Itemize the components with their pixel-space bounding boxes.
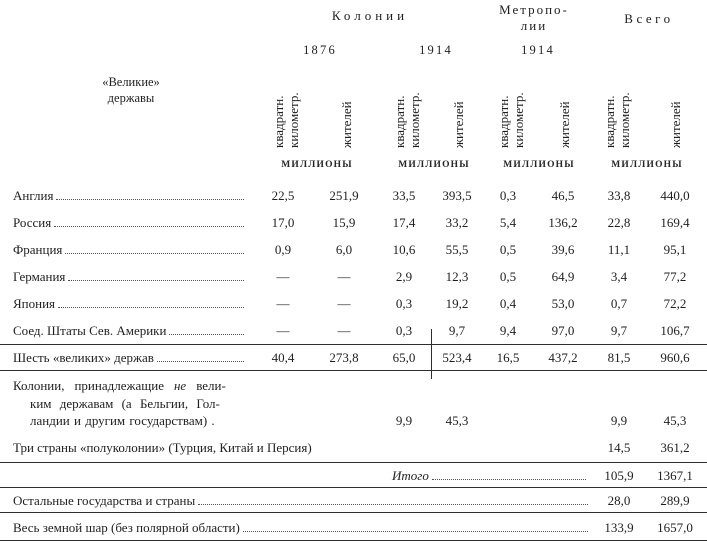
table-cell: 437,2 [548,350,578,365]
table-cell: 2,9 [395,269,413,284]
dot-leader [56,199,244,200]
row-label-line1 [13,377,253,395]
row-label-part: Колонии, [13,378,65,393]
table-cell: 14,5 [607,440,631,455]
table-cell: 39,6 [551,242,575,257]
table-cell: 0,5 [499,269,517,284]
table-cell: 33,2 [445,215,469,230]
table-cell: — [276,269,290,284]
col-group-metropolises [474,2,594,34]
dot-leader [157,361,244,362]
dot-leader [54,226,244,227]
table-cell: 33,5 [392,188,416,203]
dot-leader [58,307,244,308]
table-cell: 17,0 [271,215,295,230]
table-cell: 10,6 [392,242,416,257]
divider-line [0,487,707,488]
row-label: Соед. Штаты Сев. Америки [13,323,167,338]
unit-sqkm-line2: километр. [406,92,422,148]
table-row-rest [13,492,590,509]
table-cell: 0,3 [395,323,413,338]
row-head-line2: державы [107,91,155,105]
row-label: Остальные государства и страны [13,493,196,508]
divider-line [0,370,707,371]
dot-leader [65,253,244,254]
row-label: Англия [13,188,54,203]
row-label: Япония [13,296,56,311]
year-colonies-1914: 1914 [419,43,453,57]
dot-leader [432,479,586,480]
table-cell: 9,9 [610,413,628,428]
unit-header-inhabitants-colonies-1876: жителей [339,101,354,148]
table-cell: 440,0 [660,188,690,203]
col-group-metropolises-line1: Метропо- [499,2,569,17]
table-cell: 133,9 [604,520,634,535]
table-row-germany [13,268,246,285]
unit-sqkm-line2: километр. [285,92,301,148]
year-metropolises-1914: 1914 [521,43,555,57]
table-cell: 65,0 [392,350,416,365]
row-label-part: вели- [196,378,226,393]
table-cell: 273,8 [329,350,359,365]
table-cell: 960,6 [660,350,690,365]
row-label: Весь земной шар (без полярной области) [13,520,240,535]
table-cell: 97,0 [551,323,575,338]
table-row-france [13,241,246,258]
table-row-six-powers [13,349,246,366]
subtotal-label: Итого [392,468,429,483]
unit-header-inhabitants-colonies-1914: жителей [451,101,466,148]
table-cell: 0,5 [499,242,517,257]
table-cell: — [276,323,290,338]
unit-header-sqkm-total [603,92,632,148]
row-head-great-powers [41,74,221,106]
dot-leader [198,504,588,505]
unit-header-sqkm-colonies-1876 [272,92,301,148]
unit-sqkm-line1: квадратн. [271,95,286,148]
unit-header-inhabitants-metropolises: жителей [557,101,572,148]
row-label-emphasis: не [173,378,187,393]
row-label: Германия [13,269,66,284]
table-cell: 19,2 [445,296,469,311]
unit-sqkm-line1: квадратн. [496,95,511,148]
millions-label-total: МИЛЛИОНЫ [611,160,683,170]
row-label: Россия [13,215,52,230]
table-cell: 22,8 [607,215,631,230]
table-cell: 523,4 [442,350,472,365]
unit-header-sqkm-metropolises [497,92,526,148]
table-cell: 16,5 [496,350,520,365]
table-cell: 77,2 [663,269,687,284]
table-cell: 105,9 [604,468,634,483]
table-cell: 251,9 [329,188,359,203]
table-cell: 95,1 [663,242,687,257]
row-label: Шесть «великих» держав [13,350,154,365]
table-cell: 0,7 [610,296,628,311]
table-cell: 72,2 [663,296,687,311]
divider-line [0,344,707,345]
table-cell: 169,4 [660,215,690,230]
table-cell: 136,2 [548,215,578,230]
table-row-other-colonies [13,377,253,430]
unit-sqkm-line2: километр. [616,92,632,148]
table-cell: 393,5 [442,188,472,203]
table-cell: — [337,296,351,311]
col-group-colonies: Колонии [331,8,409,23]
table-cell: 5,4 [499,215,517,230]
table-cell: — [276,296,290,311]
table-cell: 1367,1 [657,468,693,483]
table-cell: 64,9 [551,269,575,284]
table-row-semi-colonies-label: Три страны «полуколонии» (Турция, Китай и Персия) [13,440,312,455]
table-cell: 53,0 [551,296,575,311]
table-cell: 106,7 [660,323,690,338]
row-head-line1: «Великие» [102,75,160,89]
dot-leader [169,334,244,335]
table-cell: 289,9 [660,493,690,508]
table-row-russia [13,214,246,231]
table-cell: 9,4 [499,323,517,338]
table-cell: 0,4 [499,296,517,311]
table-row-japan [13,295,246,312]
divider-line [0,540,707,541]
table-cell: 46,5 [551,188,575,203]
unit-sqkm-line2: километр. [510,92,526,148]
unit-header-inhabitants-total: жителей [668,101,683,148]
millions-label-colonies-1914: МИЛЛИОНЫ [398,160,470,170]
table-cell: 1657,0 [657,520,693,535]
table-cell: 11,1 [607,242,631,257]
table-cell: 45,3 [445,413,469,428]
table-cell: — [337,269,351,284]
table-cell: 55,5 [445,242,469,257]
unit-header-sqkm-colonies-1914 [393,92,422,148]
table-cell: 0,3 [499,188,517,203]
table-cell: 6,0 [335,242,353,257]
table-cell: 81,5 [607,350,631,365]
table-row-england [13,187,246,204]
table-cell: 15,9 [332,215,356,230]
table-cell: 28,0 [607,493,631,508]
table-cell: 9,9 [395,413,413,428]
table-cell: 12,3 [445,269,469,284]
dot-leader [243,531,588,532]
year-colonies-1876: 1876 [303,43,337,57]
row-label-line3: ландии и другим государствам) . [30,413,215,428]
table-cell: 22,5 [271,188,295,203]
table-cell: 17,4 [392,215,416,230]
row-label: Франция [13,242,63,257]
table-cell: 0,3 [395,296,413,311]
table-cell: 9,7 [610,323,628,338]
table-cell: 40,4 [271,350,295,365]
divider-line [0,512,707,513]
millions-label-colonies-1876: МИЛЛИОНЫ [281,160,353,170]
table-row-usa [13,322,246,339]
divider-line [0,462,707,463]
table-cell: 361,2 [660,440,690,455]
table-row-world [13,519,590,536]
table-cell: 45,3 [663,413,687,428]
table-cell: — [337,323,351,338]
table-cell: 3,4 [610,269,628,284]
unit-sqkm-line1: квадратн. [602,95,617,148]
table-cell: 33,8 [607,188,631,203]
table-row-subtotal [392,467,588,484]
table-cell: 9,7 [448,323,466,338]
unit-sqkm-line1: квадратн. [392,95,407,148]
col-group-metropolises-line2: лии [520,18,548,33]
millions-label-metropolises: МИЛЛИОНЫ [503,160,575,170]
col-group-total: Всего [624,11,674,26]
row-label-line2: ким державам (а Бельгии, Гол- [30,395,220,411]
row-label-part: принадлежащие [74,378,164,393]
table-cell: 0,9 [274,242,292,257]
dot-leader [68,280,244,281]
